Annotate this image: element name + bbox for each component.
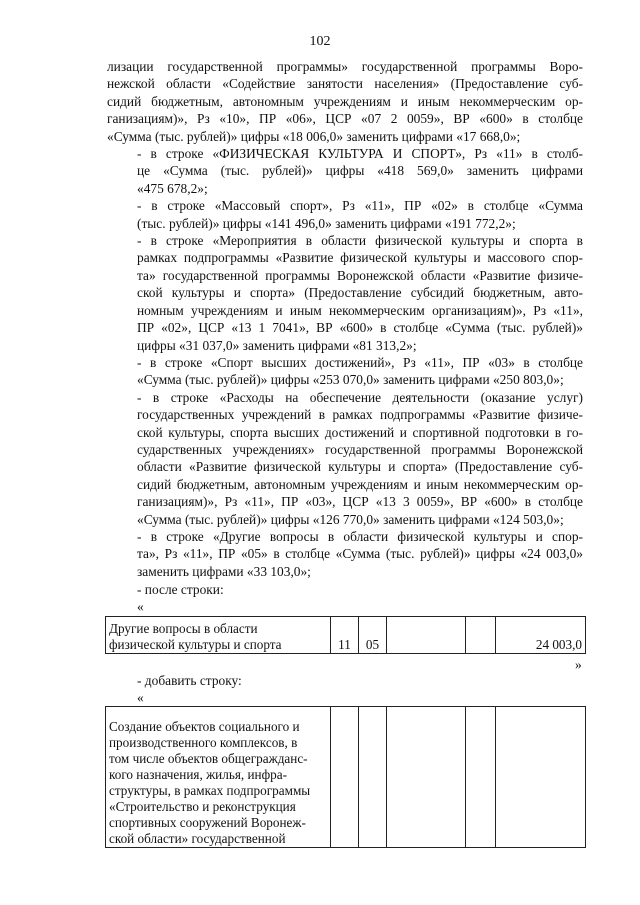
vr-cell: [466, 707, 496, 848]
text-line: лизации государственной программы» государственной программы Воро-: [107, 59, 583, 74]
text-line: сидий бюджетным, автономным учреждениям и иным некоммерческим ор-: [107, 93, 583, 109]
text-line: - в строке «Расходы на обеспечение деятельности (оказание услуг): [137, 389, 583, 405]
page-number: 102: [309, 34, 331, 49]
pr-cell: [359, 707, 387, 848]
csr-cell: [387, 707, 466, 848]
text-line: сударственных учреждениях» государственной программы Воронежской: [137, 441, 583, 457]
row-name-line: ской области» государственной: [109, 831, 286, 846]
text-line: ганизациям)», Рз «10», ПР «06», ЦСР «07 2 0059», ВР «600» в столбце: [107, 111, 583, 127]
row-name-line: производственного комплексов, в: [109, 735, 298, 750]
row-name-line: «Строительство и реконструкция: [109, 799, 296, 814]
open-quote-1: «: [137, 599, 144, 614]
text-line: «475 678,2»;: [137, 180, 208, 196]
text-line: - в строке «ФИЗИЧЕСКАЯ КУЛЬТУРА И СПОРТ», Рз «11» в столб-: [137, 146, 583, 162]
rz-cell: [331, 707, 359, 848]
paragraph-4: [107, 354, 583, 389]
existing-row-table: [105, 616, 586, 654]
text-line: сидий бюджетным, автономным учреждениям и иным некоммерческим ор-: [137, 476, 583, 492]
paragraph-0: [107, 58, 583, 145]
after-row-label: - после строки:: [137, 582, 224, 597]
paragraph-3: [107, 232, 583, 354]
row-name-line: кого назначения, жилья, инфра-: [109, 767, 287, 782]
text-line: номным учреждениям и иным некоммерческим организациям)», Рз «11»,: [137, 302, 583, 318]
new-row-table: [105, 706, 586, 848]
text-line: та» государственной программы Воронежской области «Развитие физиче-: [137, 267, 583, 283]
text-line: рамках подпрограммы «Развитие физической культуры и массового спор-: [137, 250, 583, 266]
amendment-text: [107, 58, 583, 580]
text-line: ской культуры, спорта высших достижений и спортивной подготовки в го-: [137, 424, 583, 440]
text-line: «Сумма (тыс. рублей)» цифры «126 770,0» заменить цифрами «124 503,0»;: [137, 511, 564, 527]
row-name-cell: [106, 707, 331, 848]
row-name-line: Другие вопросы в области: [109, 621, 258, 636]
open-quote-2: «: [137, 690, 144, 705]
sum-cell: [496, 707, 586, 848]
text-line: ской культуры и спорта» (Предоставление субсидий бюджетным, авто-: [137, 285, 583, 301]
close-quote: »: [575, 657, 582, 672]
text-line: це «Сумма (тыс. рублей)» цифры «418 569,0» заменить цифрами: [137, 163, 583, 179]
row-name-line: Создание объектов социального и: [109, 719, 300, 734]
row-name-line: физической культуры и спорта: [109, 637, 282, 652]
csr-cell: [387, 617, 466, 654]
paragraph-6: [107, 528, 583, 580]
row-name-line: спортивных сооружений Воронеж-: [109, 815, 306, 830]
text-line: цифры «31 037,0» заменить цифрами «81 313,2»;: [137, 337, 417, 353]
text-line: ганизациям)», Рз «11», ПР «03», ЦСР «13 3 0059», ВР «600» в столбце: [137, 494, 583, 510]
paragraph-5: [107, 389, 583, 528]
text-line: «Сумма (тыс. рублей)» цифры «18 006,0» заменить цифрами «17 668,0»;: [107, 128, 521, 144]
text-line: - в строке «Мероприятия в области физической культуры и спорта в: [137, 233, 583, 249]
text-line: «Сумма (тыс. рублей)» цифры «253 070,0» заменить цифрами «250 803,0»;: [137, 372, 564, 388]
add-row-label: - добавить строку:: [137, 673, 242, 688]
row-name-line: структуры, в рамках подпрограммы: [109, 783, 311, 798]
text-line: та», Рз «11», ПР «05» в столбце «Сумма (тыс. рублей)» цифры «24 003,0»: [137, 546, 583, 562]
row-name-line: том числе объектов общегражданс-: [109, 751, 308, 766]
paragraph-1: [107, 145, 583, 197]
paragraph-2: [107, 197, 583, 232]
pr-cell: 05: [359, 617, 387, 654]
text-line: - в строке «Спорт высших достижений», Рз «11», ПР «03» в столбце: [137, 354, 583, 370]
text-line: нежской области «Содействие занятости населения» (Предоставление суб-: [107, 76, 583, 92]
text-line: заменить цифрами «33 103,0»;: [137, 563, 311, 579]
table-row: [106, 617, 586, 654]
text-line: государственных учреждений в рамках подпрограммы «Развитие физиче-: [137, 407, 583, 423]
table-row: [106, 707, 586, 848]
text-line: области «Развитие физической культуры и спорта» (Предоставление суб-: [137, 459, 583, 475]
text-line: (тыс. рублей)» цифры «141 496,0» заменить цифрами «191 772,2»;: [137, 215, 516, 231]
sum-cell: 24 003,0: [496, 617, 586, 654]
rz-cell: 11: [331, 617, 359, 654]
text-line: - в строке «Другие вопросы в области физической культуры и спор-: [137, 528, 583, 544]
text-line: ПР «02», ЦСР «13 1 7041», ВР «600» в столбце «Сумма (тыс. рублей)»: [137, 320, 583, 336]
text-line: - в строке «Массовый спорт», Рз «11», ПР «02» в столбце «Сумма: [137, 198, 583, 214]
vr-cell: [466, 617, 496, 654]
row-name-cell: [106, 617, 331, 654]
